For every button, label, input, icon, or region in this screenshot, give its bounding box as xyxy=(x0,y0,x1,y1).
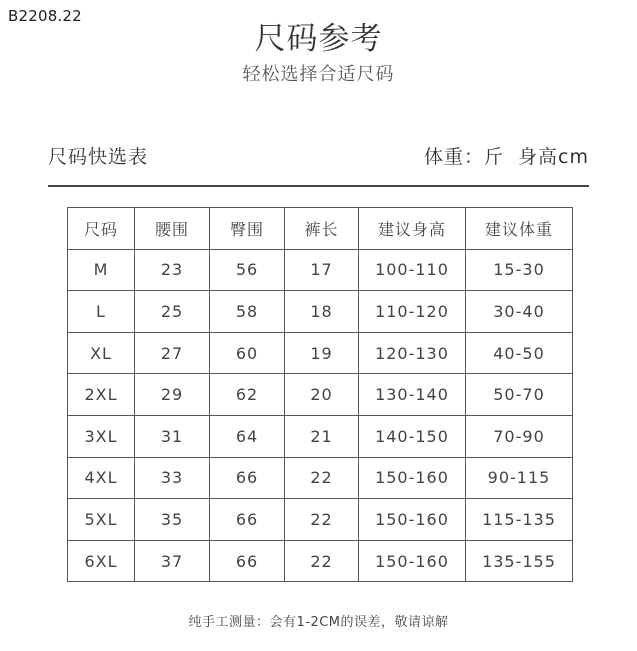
table-cell: L xyxy=(68,291,135,333)
page-title: 尺码参考 xyxy=(254,21,383,57)
table-cell: 70-90 xyxy=(466,415,573,457)
table-cell: 2XL xyxy=(68,374,135,416)
table-cell: 15-30 xyxy=(466,249,573,291)
table-cell: 150-160 xyxy=(359,540,466,582)
table-cell: 50-70 xyxy=(466,374,573,416)
table-row xyxy=(68,415,573,457)
table-cell: 135-155 xyxy=(466,540,573,582)
table-cell: 66 xyxy=(210,457,285,499)
unit-note: 体重：斤 身高cm xyxy=(423,146,589,168)
table-row xyxy=(68,332,573,374)
table-cell: 3XL xyxy=(68,415,135,457)
header-cell-waist: 腰围 xyxy=(135,208,210,250)
table-cell: 115-135 xyxy=(466,499,573,541)
table-cell: 18 xyxy=(285,291,359,333)
table-cell: 100-110 xyxy=(359,249,466,291)
size-table xyxy=(67,207,573,582)
table-cell: 130-140 xyxy=(359,374,466,416)
table-cell: 150-160 xyxy=(359,499,466,541)
table-cell: 58 xyxy=(210,291,285,333)
table-row xyxy=(68,374,573,416)
table-cell: 40-50 xyxy=(466,332,573,374)
table-cell: 21 xyxy=(285,415,359,457)
table-cell: 17 xyxy=(285,249,359,291)
table-row xyxy=(68,291,573,333)
table-cell: XL xyxy=(68,332,135,374)
table-cell: 30-40 xyxy=(466,291,573,333)
table-cell: 66 xyxy=(210,540,285,582)
product-code: B2208.22 xyxy=(8,7,82,25)
header-cell-length: 裤长 xyxy=(285,208,359,250)
table-cell: 90-115 xyxy=(466,457,573,499)
header-cell-size: 尺码 xyxy=(68,208,135,250)
header-cell-height: 建议身高 xyxy=(359,208,466,250)
table-cell: 6XL xyxy=(68,540,135,582)
table-cell: 110-120 xyxy=(359,291,466,333)
table-cell: 25 xyxy=(135,291,210,333)
table-cell: 35 xyxy=(135,499,210,541)
table-cell: 120-130 xyxy=(359,332,466,374)
table-cell: 140-150 xyxy=(359,415,466,457)
table-cell: 19 xyxy=(285,332,359,374)
table-cell: 37 xyxy=(135,540,210,582)
table-cell: 22 xyxy=(285,457,359,499)
table-cell: 20 xyxy=(285,374,359,416)
divider xyxy=(48,185,589,187)
header-cell-weight: 建议体重 xyxy=(466,208,573,250)
section-title: 尺码快选表 xyxy=(48,146,149,168)
table-cell: 5XL xyxy=(68,499,135,541)
table-cell: 150-160 xyxy=(359,457,466,499)
table-cell: 62 xyxy=(210,374,285,416)
table-cell: M xyxy=(68,249,135,291)
table-cell: 22 xyxy=(285,499,359,541)
table-cell: 60 xyxy=(210,332,285,374)
table-cell: 31 xyxy=(135,415,210,457)
measurement-footnote: 纯手工测量：会有1-2CM的误差，敬请谅解 xyxy=(188,615,449,630)
table-cell: 22 xyxy=(285,540,359,582)
page-subtitle: 轻松选择合适尺码 xyxy=(242,64,395,85)
table-cell: 23 xyxy=(135,249,210,291)
table-cell: 29 xyxy=(135,374,210,416)
table-cell: 4XL xyxy=(68,457,135,499)
table-row xyxy=(68,457,573,499)
table-cell: 66 xyxy=(210,499,285,541)
table-cell: 33 xyxy=(135,457,210,499)
table-cell: 64 xyxy=(210,415,285,457)
table-row xyxy=(68,540,573,582)
table-row xyxy=(68,249,573,291)
table-cell: 56 xyxy=(210,249,285,291)
table-header-row xyxy=(68,208,573,250)
table-row xyxy=(68,499,573,541)
header-cell-hip: 臀围 xyxy=(210,208,285,250)
table-cell: 27 xyxy=(135,332,210,374)
